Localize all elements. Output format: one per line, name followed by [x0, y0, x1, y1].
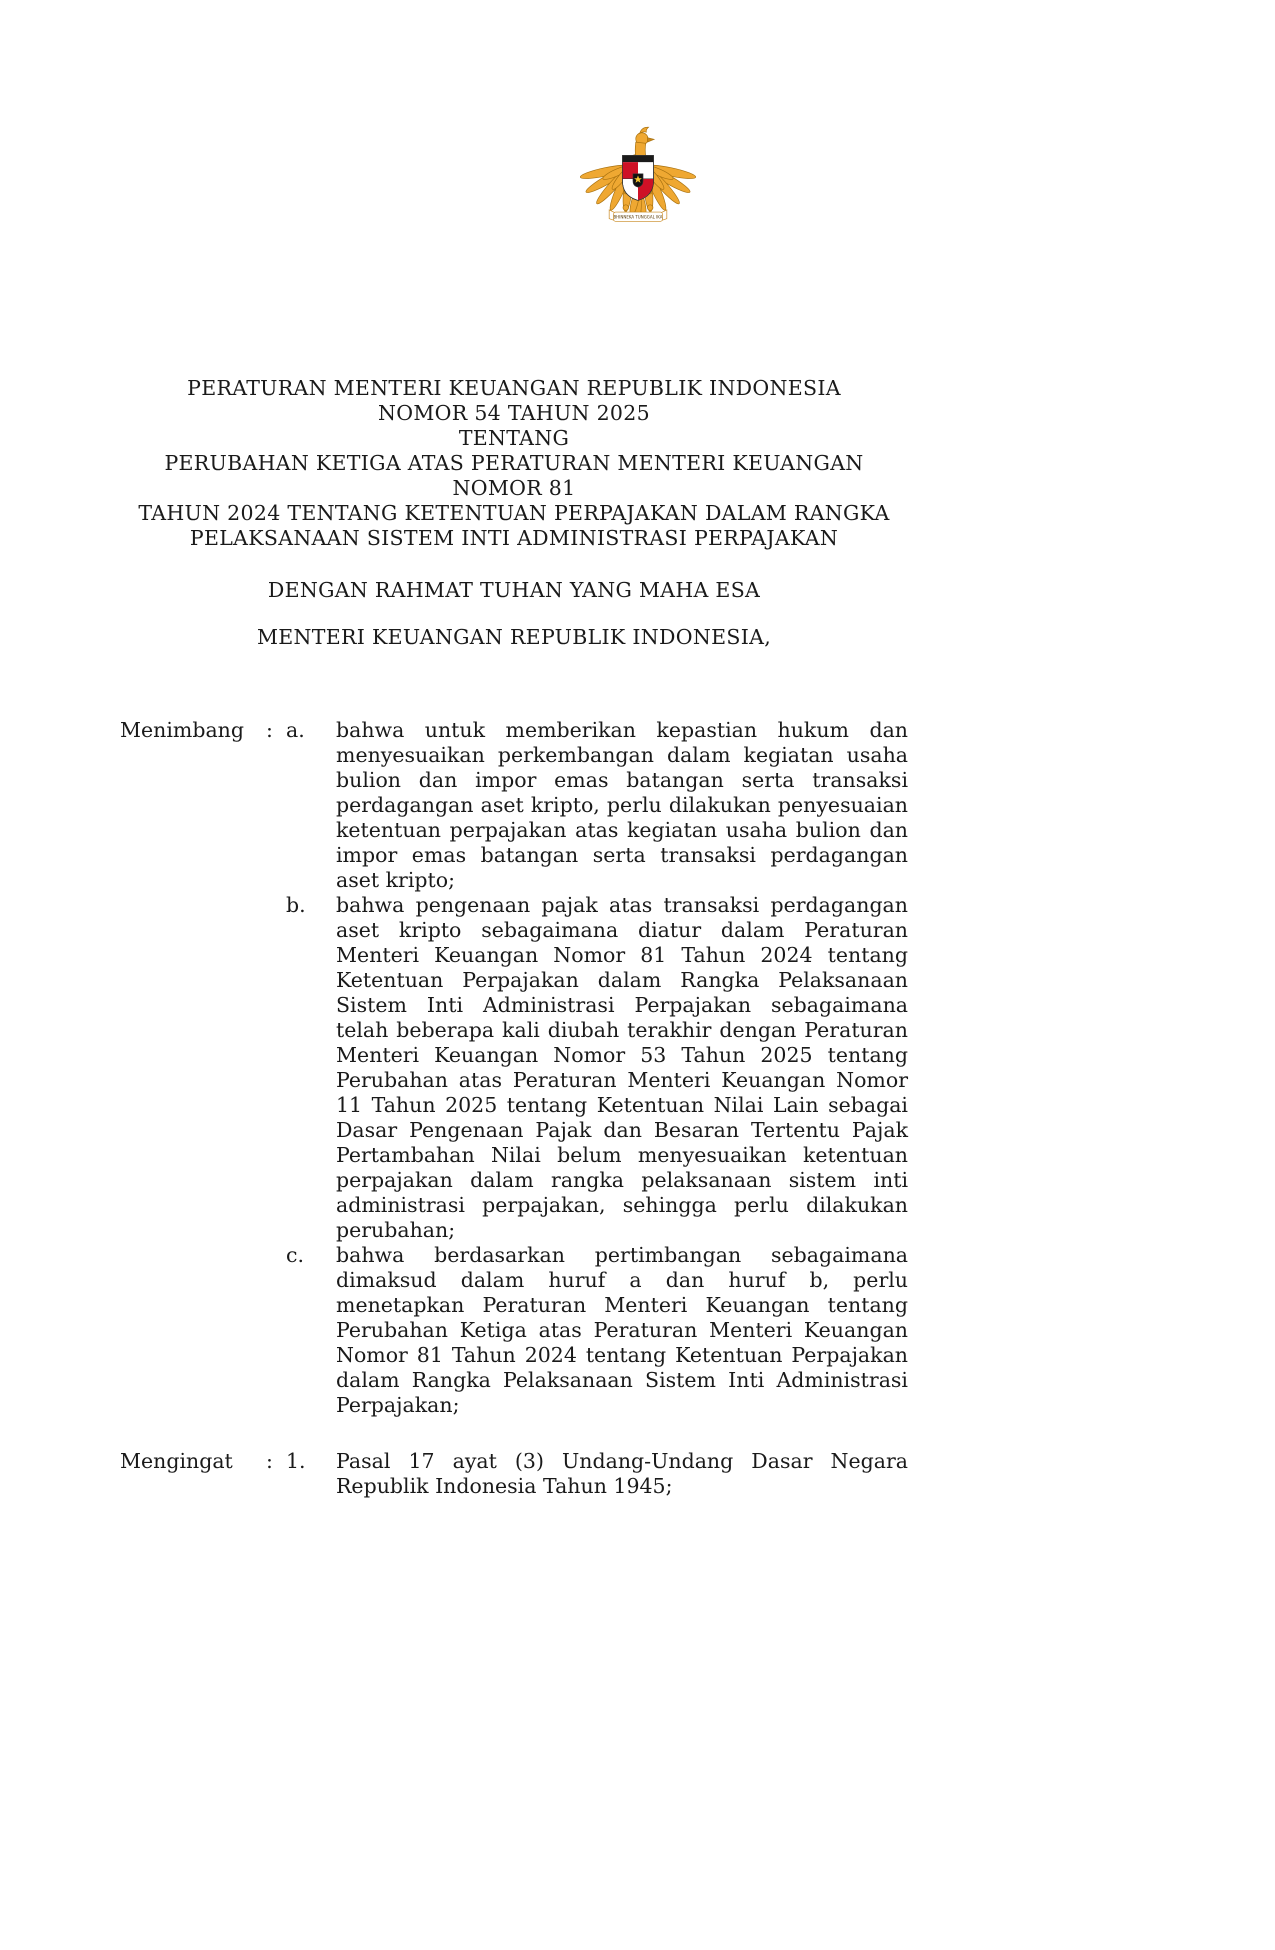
- title-block: [120, 376, 908, 551]
- garuda-shield: [622, 155, 653, 200]
- title-line-1: PERATURAN MENTERI KEUANGAN REPUBLIK INDONESIA: [187, 376, 841, 400]
- invocation-line: DENGAN RAHMAT TUHAN YANG MAHA ESA: [267, 578, 761, 602]
- section-colon: :: [266, 1449, 273, 1473]
- title-line-2: NOMOR 54 TAHUN 2025: [378, 401, 650, 425]
- motto-text: BHINNEKA TUNGGAL IKA: [612, 214, 663, 220]
- title-line-6: PELAKSANAAN SISTEM INTI ADMINISTRASI PERPAJAKAN: [189, 526, 839, 550]
- document-content: [120, 376, 908, 1499]
- section-colon: :: [266, 718, 273, 742]
- item-marker-c: c.: [286, 1243, 304, 1267]
- consideration-row-b: [120, 893, 908, 1243]
- item-marker-a: a.: [286, 718, 305, 742]
- garuda-pancasila-icon: [577, 92, 699, 250]
- item-text-c: bahwa berdasarkan pertimbangan sebagaimana dimaksud dalam huruf a dan huruf b, perlu menetapkan Peraturan Menteri Keuangan tentang Perubahan Ketiga atas Peraturan Menteri Keuangan Nomor 81 Tahun 2024 tentang Ketentuan Perpajakan dalam Rangka Pelaksanaan Sistem Inti Administrasi Perpajakan;: [336, 1243, 908, 1417]
- preamble-block: [120, 718, 908, 1499]
- consideration-row-a: [120, 718, 908, 893]
- item-marker-b: b.: [286, 893, 306, 917]
- title-line-5: TAHUN 2024 TENTANG KETENTUAN PERPAJAKAN DALAM RANGKA: [138, 501, 890, 525]
- emblem-container: [0, 0, 1275, 250]
- title-line-3: TENTANG: [458, 426, 570, 450]
- legal-basis-row-1: [120, 1449, 908, 1499]
- item-text-1: Pasal 17 ayat (3) Undang-Undang Dasar Negara Republik Indonesia Tahun 1945;: [336, 1449, 908, 1498]
- item-marker-1: 1.: [286, 1449, 306, 1473]
- section-label-menimbang: Menimbang: [120, 718, 244, 742]
- title-line-4: PERUBAHAN KETIGA ATAS PERATURAN MENTERI KEUANGAN NOMOR 81: [164, 451, 864, 500]
- item-text-a: bahwa untuk memberikan kepastian hukum dan menyesuaikan perkembangan dalam kegiatan usaha bulion dan impor emas batangan serta transaksi perdagangan aset kripto, perlu dilakukan penyesuaian ketentuan perpajakan atas kegiatan usaha bulion dan impor emas batangan serta transaksi perdagangan aset kripto;: [336, 718, 908, 892]
- item-text-b: bahwa pengenaan pajak atas transaksi perdagangan aset kripto sebagaimana diatur dalam Peraturan Menteri Keuangan Nomor 81 Tahun 2024 tentang Ketentuan Perpajakan dalam Rangka Pelaksanaan Sistem Inti Administrasi Perpajakan sebagaimana telah beberapa kali diubah terakhir dengan Peraturan Menteri Keuangan Nomor 53 Tahun 2025 tentang Perubahan atas Peraturan Menteri Keuangan Nomor 11 Tahun 2025 tentang Ketentuan Nilai Lain sebagai Dasar Pengenaan Pajak dan Besaran Tertentu Pajak Pertambahan Nilai belum menyesuaikan ketentuan perpajakan dalam rangka pelaksanaan sistem inti administrasi perpajakan, sehingga perlu dilakukan perubahan;: [336, 893, 908, 1242]
- section-label-mengingat: Mengingat: [120, 1449, 233, 1473]
- consideration-row-c: [120, 1243, 908, 1418]
- issuer-line: MENTERI KEUANGAN REPUBLIK INDONESIA,: [256, 625, 772, 649]
